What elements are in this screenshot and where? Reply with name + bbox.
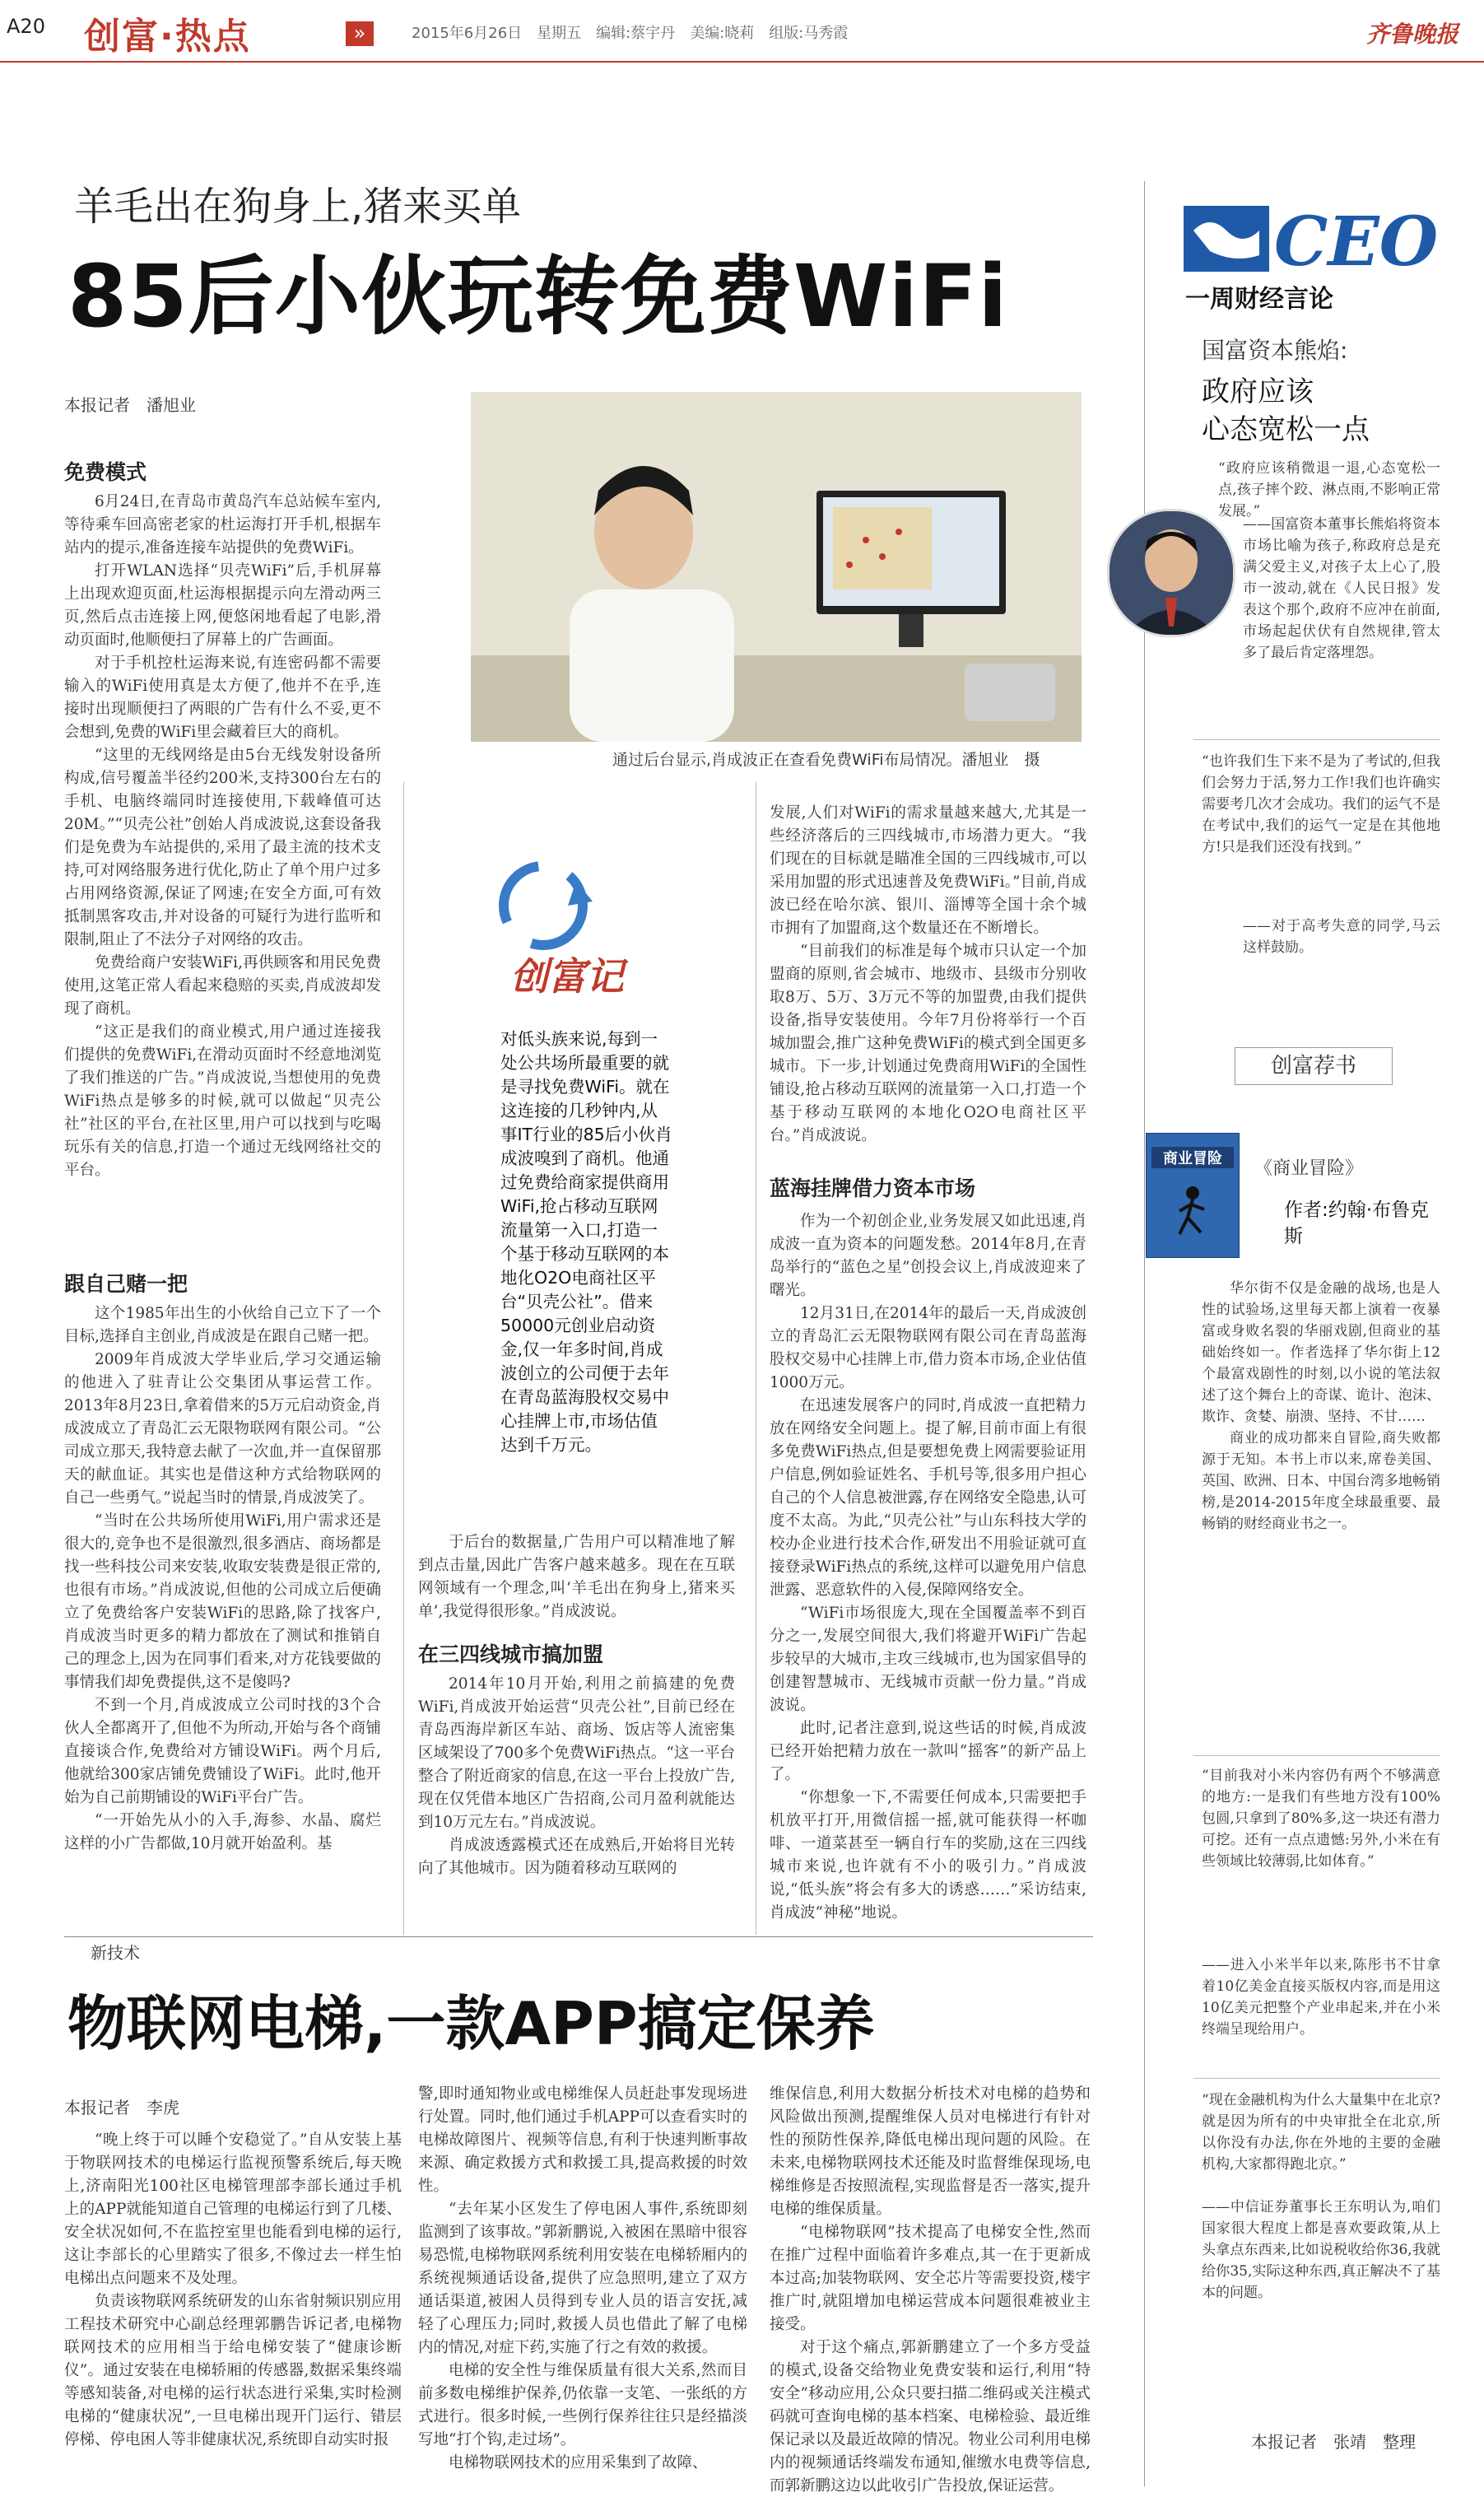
paragraph: “这里的无线网络是由5台无线发射设备所构成,信号覆盖半径约200米,支持300台左右的手机、电脑终端同时连接使用,下载峰值可达20M。”“贝壳公社”创始人肖成波说,这套设备我们是免费为车站提供的,采用了最主流的技术支持,可对网络服务进行优化,防止了单个用户过多占用网络资源,保证了网速;在安全方面,可有效抵制黑客攻击,并对设备的可疑行为进行监听和限制,阻止了不法分子对网络的攻击。 — [64, 747, 381, 948]
q1-kicker: 国富资本熊焰: — [1202, 337, 1348, 364]
article1-col2-text-2 — [418, 1673, 735, 1880]
paragraph: “当时在公共场所使用WiFi,用户需求还是很大的,竞争也不是很激烈,很多酒店、商场都是找一些科技公司来安装,收取安装费是很正常的,也很有市场。”肖成波说,但他的公司成立后便确立了免费给客户安装WiFi的思路,除了找客户,肖成波当时更多的精力都放在了测试和推销自己的理念上,因为在同事们看来,对方花钱要做的事情我们却免费提供,这不是傻吗? — [64, 1512, 381, 1691]
paragraph: 电梯的安全性与维保质量有很大关系,然而目前多数电梯维护保养,仍依靠一支笔、一张纸的方式进行。很多时候,一些例行保养往往只是经描淡写地“打个钩,走过场”。 — [418, 2362, 747, 2448]
paragraph: 12月31日,在2014年的最后一天,肖成波创立的青岛汇云无限物联网有限公司在青岛蓝海股权交易中心挂牌上市,借力资本市场,企业估值1000万元。 — [770, 1305, 1086, 1391]
book-description — [1202, 1278, 1440, 1535]
book-title: 《商业冒险》 — [1254, 1158, 1364, 1179]
paragraph: 不到一个月,肖成波成立公司时找的3个合伙人全都离开了,但他不为所动,开始与各个商铺直接谈合作,免费给对方铺设WiFi。两个月后,他就给300家店铺免费铺设了WiFi。此时,他开始为自己前期铺设的WiFi平台广告。 — [64, 1697, 381, 1806]
logo-text: 创富记 — [510, 954, 624, 999]
paragraph: 此时,记者注意到,说这些话的时候,肖成波已经开始把精力放在一款叫“摇客”的新产品上了。 — [770, 1720, 1086, 1783]
q3-quote: “目前我对小米内容仍有两个不够满意的地方:一是我们有些地方没有100%包圆,只拿到了80%多,这一块还有潜力可挖。还有一点点遗憾:另外,小米在有些领域比较薄弱,比如体育。” — [1202, 1768, 1440, 1870]
paragraph: 对于手机控杜运海来说,有连密码都不需要输入的WiFi使用真是太方便了,他并不在乎,连接时出现顺便扫了两眼的广告有什么不妥,更不会想到,免费的WiFi里会藏着巨大的商机。 — [64, 655, 381, 741]
subhead-capital: 蓝海挂牌借力资本市场 — [770, 1176, 976, 1200]
article1-byline: 本报记者 潘旭业 — [64, 395, 196, 415]
paragraph: 对于这个痛点,郭新鹏建立了一个多方受益的模式,设备交给物业免费安装和运行,利用“特安全”移动应用,公众只要扫描二维码或关注模式码就可查询电梯的基本档案、电梯检验、最近维保记录以及最近故障的情况。物业公司利用电梯内的视频通话终端发布通知,催缴水电费等信息,而郭新鹏这边以此收引广告投放,保证运营。 — [770, 2339, 1091, 2495]
book-author: 作者:约翰·布鲁克斯 — [1284, 1200, 1430, 1247]
article2-title: 物联网电梯,一款APP搞定保养 — [67, 1989, 875, 2058]
paragraph: 于后台的数据量,广告用户可以精准地了解到点击量,因此广告客户越来越多。现在在互联网领域有一个理念,叫‘羊毛出在狗身上,猪来买单’,我觉得很形象。”肖成波说。 — [418, 1534, 735, 1620]
ceo-credit: 本报记者 张靖 整理 — [1251, 2432, 1416, 2452]
q4-note: ——中信证券董事长王东明认为,咱们国家很大程度上都是喜欢要政策,从上头拿点东西来,比如说税收给你36,我就给你35,实际这种东西,真正解决不了基本的问题。 — [1202, 2199, 1440, 2301]
paragraph: 在迅速发展客户的同时,肖成波一直把精力放在网络安全问题上。提了解,目前市面上有很多免费WiFi热点,但是要想免费上网需要验证用户信息,例如验证姓名、手机号等,很多用户担心自己的个人信息被泄露,存在网络安全隐患,认可度不太高。为此,“贝壳公社”与山东科技大学的校办企业进行技术合作,研发出不用验证就可直接登录WiFi热点的系统,这样可以避免用户信息泄露、恶意软件的入侵,保障网络安全。 — [770, 1397, 1086, 1599]
paragraph: 打开WLAN选择“贝壳WiFi”后,手机屏幕上出现欢迎页面,杜运海根据提示向左滑动两三页,然后点击连接上网,便悠闲地看起了电影,滑动页面时,他顺便扫了屏幕上的广告画面。 — [64, 562, 381, 649]
paragraph: 这个1985年出生的小伙给自己立下了一个目标,选择自主创业,肖成波是在跟自己赌一把。 — [64, 1305, 381, 1345]
paragraph: 电梯物联网技术的应用采集到了故障、 — [449, 2454, 708, 2471]
article2-col1-text — [64, 2129, 402, 2452]
article2-tag: 新技术 — [91, 1943, 140, 1963]
article1-col1-text — [64, 491, 381, 1182]
article2-col2-text — [418, 2083, 747, 2475]
article2-col3-text — [770, 2083, 1091, 2498]
article1-col3-text — [770, 802, 1086, 1148]
paragraph: 免费给商户安装WiFi,再供顾客和用民免费使用,这笔正常人看起来稳赔的买卖,肖成波却发现了商机。 — [64, 954, 381, 1018]
newspaper-logo: 齐鲁晚报 — [1366, 21, 1459, 48]
paragraph: 发展,人们对WiFi的需求量越来越大,尤其是一些经济落后的三四线城市,市场潜力更大。“我们现在的目标就是瞄准全国的三四线城市,可以采用加盟的形式迅速普及免费WiFi。”目前,肖成波已经在哈尔滨、银川、淄博等全国十余个城市拥有了加盟商,这个数量还在不断增长。 — [770, 804, 1086, 937]
photo-scene — [471, 392, 1082, 742]
header-rule — [0, 61, 1484, 63]
portrait-icon — [1110, 511, 1233, 635]
book-section-label — [1235, 1047, 1393, 1085]
photo-caption: 通过后台显示,肖成波正在查看免费WiFi布局情况。潘旭业 摄 — [612, 751, 1040, 769]
article2-top-rule — [64, 1936, 1093, 1937]
section-arrow-icon — [346, 21, 374, 46]
paragraph: 商业的成功都来自冒险,商失败都源于无知。本书上市以来,席卷美国、英国、欧洲、日本、中国台湾多地畅销榜,是2014-2015年度全球最重要、最畅销的财经商业书之一。 — [1202, 1430, 1440, 1532]
q1-note: ——国富资本董事长熊焰将资本市场比喻为孩子,称政府总是充满父爱主义,对孩子太上心了,股市一波动,就在《人民日报》发表这个那个,政府不应冲在前面,市场起起伏伏有自然规律,管太多了最后肯定落埋怨。 — [1243, 516, 1440, 661]
paragraph: “一开始先从小的入手,海参、水晶、腐烂这样的小广告都做,10月就开始盈利。基 — [64, 1812, 381, 1852]
ceo-divider — [1193, 739, 1440, 740]
article1-col1-text-2 — [64, 1302, 381, 1856]
article2-byline: 本报记者 李虎 — [64, 2098, 179, 2117]
section-title: 创富·热点 — [84, 16, 251, 58]
article1-title: 85后小伙玩转免费WiFi — [67, 246, 1008, 347]
paragraph: “你想象一下,不需要任何成本,只需要把手机放平打开,用微信摇一摇,就可能获得一杯咖啡、一道菜甚至一辆自行车的奖励,这在三四线城市来说,也许就有不小的吸引力。”肖成波说,“低头族”将会有多大的诱惑……”采访结束,肖成波“神秘”地说。 — [770, 1789, 1086, 1922]
arrow-glyph: » — [353, 21, 366, 44]
pull-quote: 对低头族来说,每到一处公共场所最重要的就是寻找免费WiFi。就在这连接的几秒钟内,从事IT行业的85后小伙肖成波嗅到了商机。他通过免费给商家提供商用WiFi,抢占移动互联网流量第一入口,打造一个基于移动互联网的本地化O2O电商社区平台“贝壳公社”。借来50000元创业启动资金,仅一年多时间,肖成波创立的公司便于去年在青岛蓝海股权交易中心挂牌上市,市场估值达到千万元。 — [500, 1029, 672, 1455]
paragraph: 华尔街不仅是金融的战场,也是人性的试验场,这里每天都上演着一夜暴富或身败名裂的华丽戏剧,但商业的基础始终如一。作者选择了华尔街上12个最富戏剧性的时刻,以小说的笔法叙述了这个舞台上的奇谋、诡计、泡沫、欺诈、贪婪、崩溃、坚持、不甘…… — [1202, 1280, 1440, 1425]
paragraph: 6月24日,在青岛市黄岛汽车总站候车室内,等待乘车回高密老家的杜运海打开手机,根据车站内的提示,准备连接车站提供的免费WiFi。 — [64, 493, 381, 557]
q1-quote: “政府应该稍微退一退,心态宽松一点,孩子摔个跤、淋点雨,不影响正常发展。” — [1218, 460, 1440, 519]
q1-title-1: 政府应该 — [1202, 375, 1314, 408]
paragraph: “去年某小区发生了停电困人事件,系统即刻监测到了该事故。”郭新鹏说,入被困在黑暗中很容易恐慌,电梯物联网系统利用安装在电梯轿厢内的系统视频通话设备,提供了应急照明,建立了双方通话渠道,被困人员得到专业人员的语言安抚,减轻了心理压力;同时,救援人员也借此了解了电梯内的情况,对症下药,实施了行之有效的救援。 — [418, 2201, 747, 2356]
paragraph: “WiFi市场很庞大,现在全国覆盖率不到百分之一,发展空间很大,我们将避开WiFi广告起步较早的大城市,主攻三线城市,也为国家倡导的创建智慧城市、无线城市贡献一份力量。”肖成波说。 — [770, 1605, 1086, 1714]
paragraph: 肖成波透露模式还在成熟后,开始将目光转向了其他城市。因为随着移动互联网的 — [418, 1837, 735, 1877]
paragraph: 2014年10月开始,利用之前搞建的免费WiFi,肖成波开始运营“贝壳公社”,目前已经在青岛西海岸新区车站、商场、饭店等人流密集区域架设了700多个免费WiFi热点。“这一平台整合了附近商家的信息,在这一平台上投放广告,现在仅凭借本地区广告招商,公司月盈利就能达到10万元左右。”肖成波说。 — [418, 1675, 735, 1831]
page-number: A20 — [7, 15, 45, 38]
ceo-logo — [1177, 198, 1439, 288]
book-section-text: 创富荐书 — [1270, 1054, 1356, 1078]
book-cover-title: 商业冒险 — [1151, 1147, 1234, 1168]
chuangfu-logo — [461, 848, 650, 1013]
paragraph: 作为一个初创企业,业务发展又如此迅速,肖成波一直为资本的问题发愁。2014年8月,在青岛举行的“蓝色之星”创投会议上,肖成波迎来了曙光。 — [770, 1213, 1086, 1299]
runner-icon — [1147, 1168, 1239, 1242]
paragraph: “这正是我们的商业模式,用户通过连接我们提供的免费WiFi,在滑动页面时不经意地浏览了我们推送的广告。”肖成波说,当想使用的免费WiFi热点是够多的时候,就可以做起“贝壳公社”社区的平台,在社区里,用户可以找到与吃喝玩乐有关的信息,打造一个通过无线网络社交的平台。 — [64, 1023, 381, 1179]
ceo-divider — [1193, 1755, 1440, 1756]
column-divider — [403, 782, 404, 1935]
portrait-avatar — [1107, 509, 1235, 637]
paragraph: “电梯物联网”技术提高了电梯安全性,然而在推广过程中面临着许多难点,其一在于更新成本过高;加装物联网、安全芯片等需要投资,楼宇推广时,就阻增加电梯运营成本问题很难被业主接受。 — [770, 2224, 1091, 2333]
paragraph: 警,即时通知物业或电梯维保人员赶赴事发现场进行处置。同时,他们通过手机APP可以查看实时的电梯故障图片、视频等信息,有利于快速判断事故来源、确定救援方式和救援工具,提高救援的时效性。 — [418, 2085, 747, 2195]
article1-kicker: 羊毛出在狗身上,猪来买单 — [74, 184, 522, 230]
article1-col2-text — [418, 1531, 735, 1624]
subhead-free-model: 免费模式 — [64, 460, 147, 484]
subhead-gamble: 跟自己赌一把 — [64, 1272, 188, 1296]
book-cover — [1146, 1133, 1240, 1258]
paragraph: “晚上终于可以睡个安稳觉了。”自从安装上基于物联网技术的电梯运行监视预警系统后,每天晚上,济南阳光100社区电梯管理部李部长通过手机上的APP就能知道自己管理的电梯运行到了几楼、安全状况如何,不在监控室里也能看到电梯的运行,这让李部长的心里踏实了很多,不像过去一样生怕电梯出点问题来不及处理。 — [64, 2131, 402, 2287]
q2-quote: “也许我们生下来不是为了考试的,但我们会努力于活,努力工作!我们也许确实需要考几次才会成功。我们的运气不是在考试中,我们的运气一定是在其他地方!只是我们还没有找到。” — [1202, 753, 1440, 855]
issue-meta: 2015年6月26日 星期五 编辑:蔡宇丹 美编:晓莉 组版:马秀霞 — [412, 25, 849, 42]
ceo-logo-text: CEO — [1274, 203, 1439, 282]
paragraph: 负责该物联网系统研发的山东省射频识别应用工程技术研究中心副总经理郭鹏告诉记者,电梯物联网技术的应用相当于给电梯安装了“健康诊断仪”。通过安装在电梯轿厢的传感器,数据采集终端等感知装备,对电梯的运行状态进行采集,实时检测电梯的“健康状况”,一旦电梯出现开门运行、错层停梯、停电困人等非健康状况,系统即自动实时报 — [64, 2293, 402, 2448]
article1-col3-text-2 — [770, 1210, 1086, 1925]
q1-title-2: 心态宽松一点 — [1202, 413, 1370, 446]
paragraph: 维保信息,利用大数据分析技术对电梯的趋势和风险做出预测,提醒维保人员对电梯进行有针对性的预防性保养,降低电梯出现问题的风险。在未来,电梯物联网技术还能及时监督维保现场,电梯维修是否按照流程,实现监督是否一落实,提升电梯的维保质量。 — [770, 2085, 1091, 2218]
q4-quote: “现在金融机构为什么大量集中在北京?就是因为所有的中央审批全在北京,所以你没有办法,你在外地的主要的金融机构,大家都得跑北京。” — [1202, 2092, 1440, 2173]
paragraph: “目前我们的标准是每个城市只认定一个加盟商的原则,省会城市、地级市、县级市分别收取8万、5万、3万元不等的加盟费,由我们提供设备,指导安装使用。今年7月份将举行一个百城加盟会,推广这种免费WiFi的模式到全国更多城市。下一步,计划通过免费商用WiFi的全国性铺设,抢占移动互联网的流量第一入口,打造一个基于移动互联网的本地化O2O电商社区平台。”肖成波说。 — [770, 943, 1086, 1144]
ceo-divider — [1193, 2078, 1440, 2079]
ceo-subtitle: 一周财经言论 — [1185, 285, 1333, 314]
article1-photo — [471, 392, 1082, 742]
q2-note: ——对于高考失意的同学,马云这样鼓励。 — [1243, 918, 1440, 956]
q3-note: ——进入小米半年以来,陈彤书不甘拿着10亿美金直接买版权内容,而是用这10亿美元把整个产业串起来,并在小米终端呈现给用户。 — [1202, 1957, 1440, 2038]
globe-icon — [1177, 198, 1276, 280]
subhead-franchise: 在三四线城市搞加盟 — [418, 1642, 604, 1666]
paragraph: 2009年肖成波大学毕业后,学习交通运输的他进入了驻青让公交集团从事运营工作。2013年8月23日,拿着借来的5万元启动资金,肖成波成立了青岛汇云无限物联网有限公司。“公司成立那天,我特意去献了一次血,并一直保留那天的献血证。其实也是借这种方式给物联网的自己一些勇气。”说起当时的情景,肖成波笑了。 — [64, 1351, 381, 1507]
